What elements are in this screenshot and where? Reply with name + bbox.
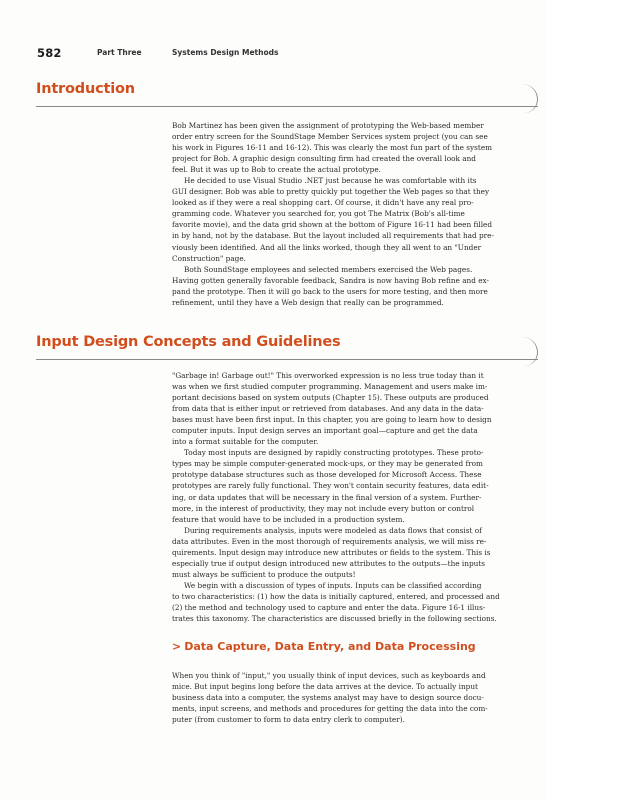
text-line: He decided to use Visual Studio .NET just because he was comfortable with its (184, 176, 477, 186)
subheading-data-capture-text: Data Capture, Data Entry, and Data Processing (184, 640, 476, 653)
text-line: During requirements analysis, inputs were modeled as data flows that consist of (184, 525, 482, 535)
text-line: his work in Figures 16-11 and 16-12). This was clearly the most fun part of the system (172, 143, 493, 153)
text-line: bases must have been first input. In this chapter, you are going to learn how to design (172, 415, 492, 425)
text-line: in by hand, not by the database. But the layout included all requirements that had pre- (172, 231, 494, 241)
text-line: was when we first studied computer programming. Management and users make im- (172, 382, 488, 392)
text-line: types may be simple computer-generated mock-ups, or they may be generated from (172, 459, 483, 469)
text-line: more, in the interest of productivity, they may not include every button or control (172, 503, 475, 513)
text-line: pand the prototype. Then it will go back to the users for more testing, and then more (172, 286, 488, 296)
text-line: GUI designer. Bob was able to pretty quickly put together the Web pages so that they (172, 187, 490, 197)
subheading-data-capture (172, 640, 476, 653)
text-line: into a format suitable for the computer. (172, 437, 319, 447)
concepts-paragraphs (172, 370, 538, 624)
part-label: Part Three (97, 48, 142, 57)
text-line: puter (from customer to form to data entry clerk to computer). (172, 715, 405, 725)
text-line: "Garbage in! Garbage out!" This overworked expression is no less true today than it (172, 371, 484, 380)
heading-input-design (36, 331, 538, 360)
text-line: feel. But it was up to Bob to create the actual prototype. (172, 165, 381, 175)
text-line: Construction" page. (172, 253, 246, 263)
text-line: Having gotten generally favorable feedback, Sandra is now having Bob refine and ex- (172, 275, 490, 285)
capture-paragraphs (172, 670, 538, 725)
text-line: to two characteristics: (1) how the data is initially captured, entered, and processed and (172, 591, 500, 601)
text-line: especially true if output design introduced new attributes to the outputs—the inputs (172, 558, 486, 568)
text-line: data attributes. Even in the most thorough of requirements analysis, we will miss re- (172, 536, 487, 546)
text-line: gramming code. Whatever you searched for, you got The Matrix (Bob's all-time (172, 209, 465, 219)
text-line: When you think of "input," you usually think of input devices, such as keyboards and (172, 671, 486, 680)
text-line: order entry screen for the SoundStage Member Services system project (you can see (172, 132, 488, 142)
text-line: mice. But input begins long before the data arrives at the device. To actually input (172, 682, 478, 692)
text-line: computer inputs. Input design serves an important goal—capture and get the data (172, 426, 478, 436)
text-line: favorite movie), and the data grid shown at the bottom of Figure 16-11 had been filled (172, 220, 493, 230)
text-line: Today most inputs are designed by rapidly constructing prototypes. These proto- (184, 448, 484, 458)
text-line: project for Bob. A graphic design consulting firm had created the overall look and (172, 154, 476, 164)
heading-introduction-text: Introduction (36, 81, 135, 97)
heading-input-design-text: Input Design Concepts and Guidelines (36, 334, 341, 350)
text-line: business data into a computer, the systems analyst may have to design source docu- (172, 693, 484, 703)
text-line: ing, or data updates that will be necessary in the final version of a system. Further- (172, 492, 482, 502)
page-number: 582 (37, 46, 62, 60)
text-line: must always be sufficient to produce the outputs! (172, 569, 356, 579)
intro-paragraphs (172, 120, 538, 308)
text-line: Bob Martinez has been given the assignment of prototyping the Web-based member (172, 121, 484, 130)
heading-introduction (36, 78, 538, 107)
text-line: trates this taxonomy. The characteristics are discussed briefly in the following sections. (172, 614, 497, 624)
text-line: looked as if they were a real shopping cart. Of course, it didn't have any real pro- (172, 198, 474, 208)
chevron-right-icon: > (172, 640, 182, 653)
text-line: We begin with a discussion of types of inputs. Inputs can be classified according (184, 580, 482, 590)
text-line: viously been identified. And all the links worked, though they all went to an "Under (172, 242, 482, 252)
text-line: ments, input screens, and methods and procedures for getting the data into the com- (172, 704, 488, 714)
text-line: prototypes are rarely fully functional. They won't contain security features, data edit- (172, 481, 489, 491)
text-line: portant decisions based on system outputs (Chapter 15). These outputs are produced (172, 393, 489, 403)
text-line: from data that is either input or retrieved from databases. And any data in the data- (172, 404, 484, 414)
text-line: Both SoundStage employees and selected members exercised the Web pages. (184, 264, 473, 274)
text-line: feature that would have to be included in a production system. (172, 514, 405, 524)
section-label: Systems Design Methods (172, 48, 279, 57)
text-line: (2) the method and technology used to capture and enter the data. Figure 16-1 illus- (172, 602, 486, 612)
text-line: refinement, until they have a Web design that really can be programmed. (172, 297, 444, 307)
text-line: prototype database structures such as those developed for Microsoft Access. These (172, 470, 482, 480)
text-line: quirements. Input design may introduce new attributes or fields to the system. This is (172, 547, 491, 557)
